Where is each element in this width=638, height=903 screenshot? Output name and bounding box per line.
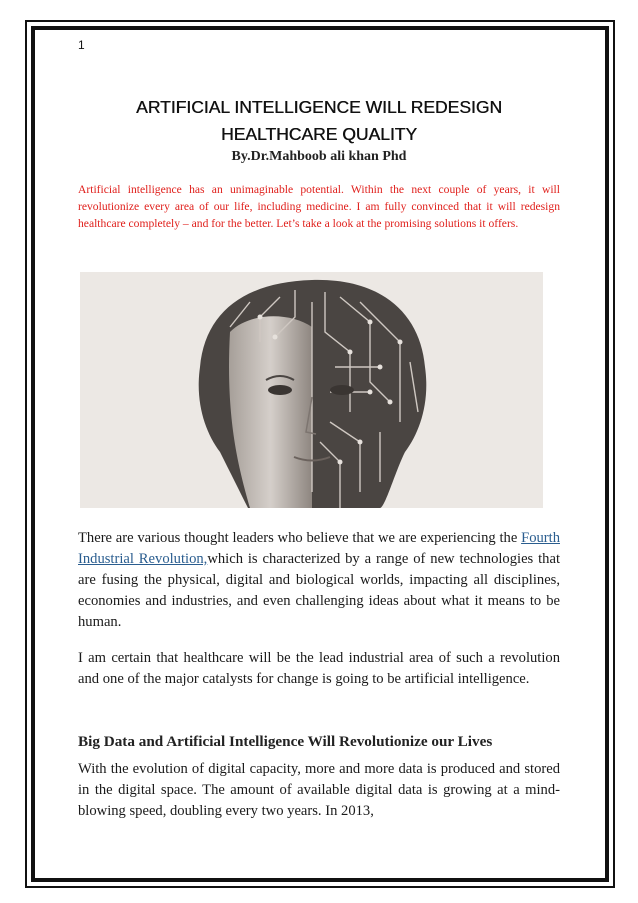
author-byline: By.Dr.Mahboob ali khan Phd	[231, 149, 407, 164]
article-title	[78, 94, 560, 148]
ai-face-illustration	[80, 272, 543, 508]
paragraph-healthcare-lead: I am certain that healthcare will be the lead industrial area of such a revolution and one of the major catalysts for change is going to be artificial intelligence.	[78, 650, 560, 687]
intro-paragraph: Artificial intelligence has an unimaginable potential. Within the next couple of years, it will revolutionize every area of our life, including medicine. I am fully convinced that it will redesign healthcare completely – and for the better. Let’s take a look at the promising solutions it offers.	[78, 183, 560, 230]
paragraph-digital-data: With the evolution of digital capacity, more and more data is produced and stored in the digital space. The amount of available digital data is growing at a mind-blowing speed, doubling every two years. In 2013,	[78, 761, 560, 819]
page-number: 1	[78, 38, 85, 52]
ai-face-image	[80, 272, 543, 508]
title-line-1: ARTIFICIAL INTELLIGENCE WILL REDESIGN	[136, 97, 502, 117]
p1-text-end: which is characterized by a range of new technologies that are fusing the physical, digital and biological worlds, impacting all disciplines, economies and industries, and even challenging ideas about what it means to be human.	[78, 551, 561, 630]
paragraph-fourth-industrial-revolution	[78, 528, 560, 633]
p1-text-start: There are various thought leaders who believe that we are experiencing the	[78, 530, 522, 546]
title-line-2: HEALTHCARE QUALITY	[220, 124, 418, 144]
fourth-industrial-revolution-link[interactable]: Fourth Industrial Revolution,	[78, 530, 560, 567]
section-heading: Big Data and Artificial Intelligence Will Revolutionize our Lives	[78, 733, 493, 750]
